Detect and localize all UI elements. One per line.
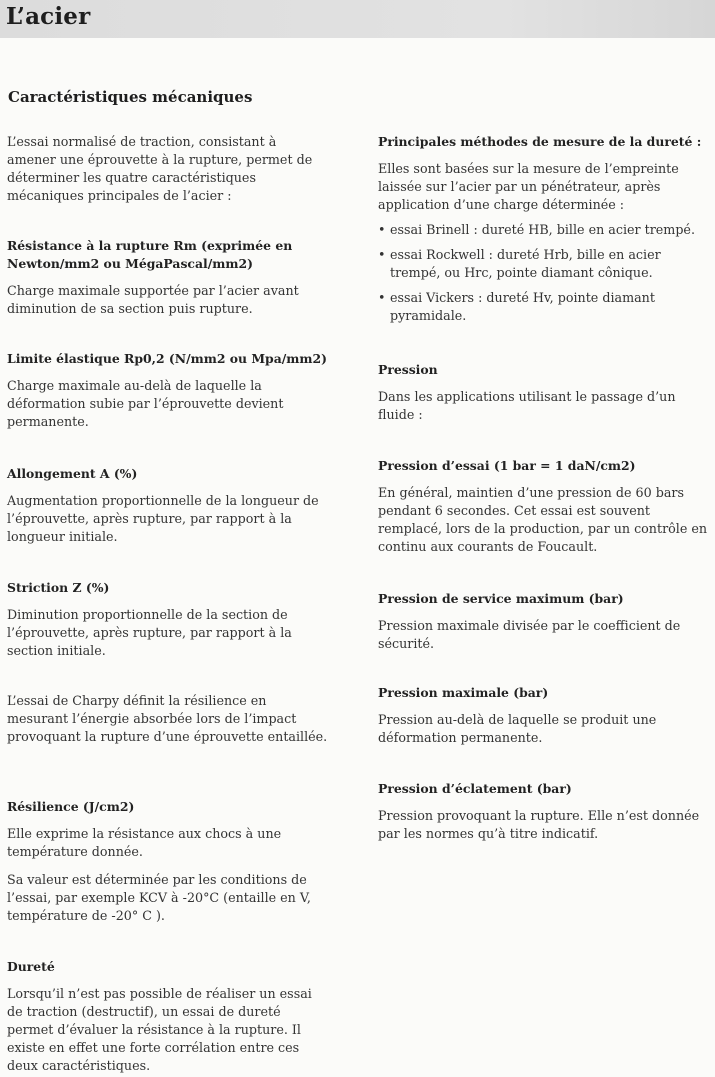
resilience-text-2: Sa valeur est déterminée par les conditions de l’essai, par exemple KCV à -20°C (entaille en V, température de -20° C ). — [7, 872, 311, 923]
allongement-block — [7, 465, 329, 546]
charpy-block — [7, 692, 329, 746]
charpy-text: L’essai de Charpy définit la résilience en mesurant l’énergie absorbée lors de l’impact provoquant la rupture d’une éprouvette entaillée. — [7, 693, 328, 744]
durete-heading: Dureté — [7, 959, 55, 974]
eclatement-text: Pression provoquant la rupture. Elle n’est donnée par les normes qu’à titre indicatif. — [378, 808, 700, 841]
intro-text: L’essai normalisé de traction, consistant à amener une éprouvette à la rupture, permet de déterminer les quatre caractéristiques mécaniques principales de l’acier : — [7, 134, 313, 203]
striction-heading: Striction Z (%) — [7, 580, 110, 595]
durete-block — [7, 958, 329, 1075]
service-heading: Pression de service maximum (bar) — [378, 591, 624, 606]
maximale-heading: Pression maximale (bar) — [378, 685, 549, 700]
resilience-heading: Résilience (J/cm2) — [7, 799, 135, 814]
section-title: Caractéristiques mécaniques — [8, 88, 253, 106]
bullet-icon: • — [378, 290, 386, 305]
striction-text: Diminution proportionnelle de la section de l’éprouvette, après rupture, par rapport à la section initiale. — [7, 607, 292, 658]
allongement-text: Augmentation proportionnelle de la longueur de l’éprouvette, après rupture, par rapport à la longueur initiale. — [7, 493, 319, 544]
rp-heading: Limite élastique Rp0,2 (N/mm2 ou Mpa/mm2) — [7, 351, 327, 366]
maximale-text: Pression au-delà de laquelle se produit une déformation permanente. — [378, 712, 657, 745]
bullet-icon: • — [378, 247, 386, 262]
resilience-text-1: Elle exprime la résistance aux chocs à une température donnée. — [7, 826, 282, 859]
methodes-block — [378, 133, 712, 332]
intro-block — [7, 133, 329, 205]
pression-text: Dans les applications utilisant le passage d’un fluide : — [378, 389, 676, 422]
rp-text: Charge maximale au-delà de laquelle la déformation subie par l’éprouvette devient permanente. — [7, 378, 284, 429]
pression-heading: Pression — [378, 362, 438, 377]
methodes-text: Elles sont basées sur la mesure de l’empreinte laissée sur l’acier par un pénétrateur, après application d’une charge déterminée : — [378, 161, 679, 212]
rm-block — [7, 237, 329, 318]
durete-methods-list — [378, 221, 712, 325]
service-block — [378, 590, 712, 653]
allongement-heading: Allongement A (%) — [7, 466, 138, 481]
list-item: • essai Brinell : dureté HB, bille en acier trempé. — [378, 222, 695, 237]
page-title: L’acier — [6, 3, 91, 30]
resilience-block — [7, 798, 329, 925]
header-bar — [0, 0, 715, 38]
bullet-icon: • — [378, 222, 386, 237]
essai-block — [378, 457, 712, 556]
pression-block — [378, 361, 712, 424]
striction-block — [7, 579, 329, 660]
maximale-block — [378, 684, 712, 747]
eclatement-heading: Pression d’éclatement (bar) — [378, 781, 572, 796]
eclatement-block — [378, 780, 712, 843]
list-item: • essai Vickers : dureté Hv, pointe diamant pyramidale. — [378, 290, 655, 323]
essai-heading: Pression d’essai (1 bar = 1 daN/cm2) — [378, 458, 636, 473]
list-item: • essai Rockwell : dureté Hrb, bille en acier trempé, ou Hrc, pointe diamant cônique. — [378, 247, 661, 280]
methodes-heading: Principales méthodes de mesure de la dureté : — [378, 134, 702, 149]
service-text: Pression maximale divisée par le coefficient de sécurité. — [378, 618, 681, 651]
rp-block — [7, 350, 329, 431]
rm-heading: Résistance à la rupture Rm (exprimée en Newton/mm2 ou MégaPascal/mm2) — [7, 238, 293, 271]
rm-text: Charge maximale supportée par l’acier avant diminution de sa section puis rupture. — [7, 283, 299, 316]
essai-text: En général, maintien d’une pression de 60 bars pendant 6 secondes. Cet essai est souvent remplacé, lors de la production, par un contrôle en continu aux courants de Foucault. — [378, 485, 708, 554]
durete-text: Lorsqu’il n’est pas possible de réaliser un essai de traction (destructif), un essai de dureté permet d’évaluer la résistance à la rupture. Il existe en effet une forte corrélation entre ces deux caractéristiques. — [7, 986, 312, 1073]
